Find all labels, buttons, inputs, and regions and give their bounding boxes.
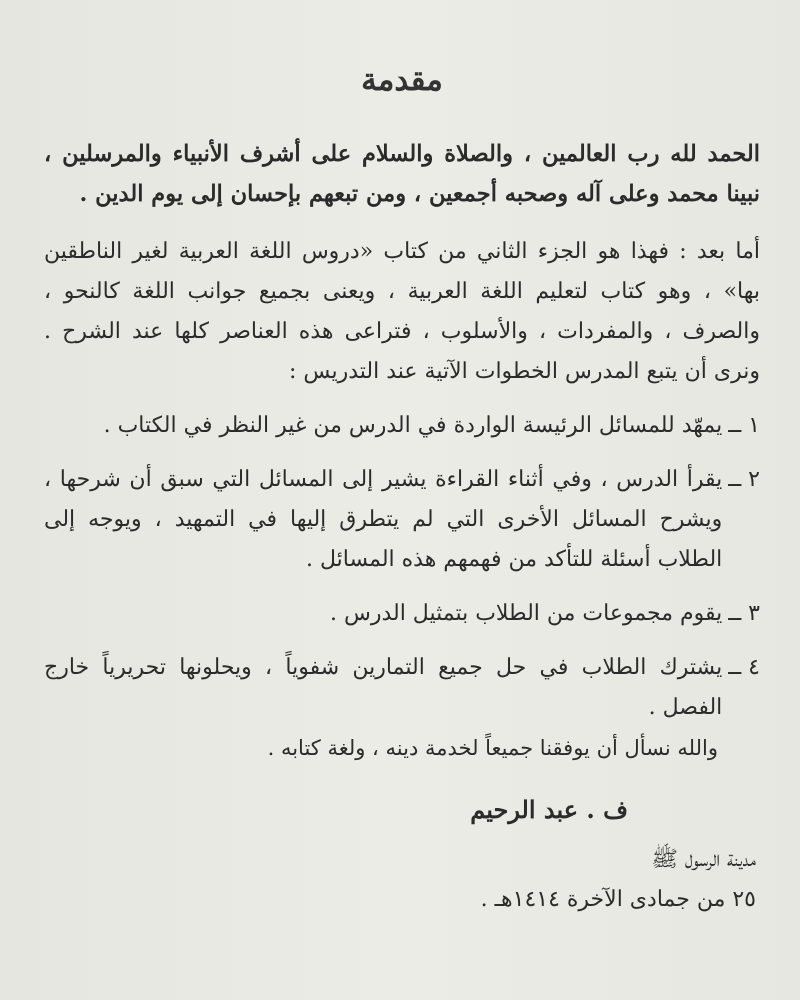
closing-prayer: والله نسأل أن يوفقنا جميعاً لخدمة دينه ، ولغة كتابه . xyxy=(267,736,718,760)
list-item xyxy=(44,594,760,634)
spacer xyxy=(44,580,760,594)
list-item xyxy=(44,648,760,728)
spacer xyxy=(44,392,760,406)
place-line: مدينة الرسول ﷺ xyxy=(651,847,756,872)
item-text: يقرأ الدرس ، وفي أثناء القراءة يشير إلى المسائل التي سبق أن شرحها ، ويشرح المسائل الأخرى التي لم يتطرق إليها في التمهيد ، ويوجه إلى الطلاب أسئلة للتأكد من فهمهم هذه المسائل . xyxy=(44,467,723,572)
author-signature: ف . عبد الرحيم xyxy=(470,795,628,824)
praise-paragraph: الحمد لله رب العالمين ، والصلاة والسلام على أشرف الأنبياء والمرسلين ، نبينا محمد وعلى آله وصحبه أجمعين ، ومن تبعهم بإحسان إلى يوم الدين . xyxy=(44,141,760,207)
item-text: يشترك الطلاب في حل جميع التمارين شفوياً ، ويحلونها تحريرياً خارج الفصل . xyxy=(44,655,723,720)
intro-paragraph: أما بعد : فهذا هو الجزء الثاني من كتاب «دروس اللغة العربية لغير الناطقين بها» ، وهو كتاب لتعليم اللغة العربية ، ويعنى بجميع جوانب اللغة كالنحو ، والصرف ، والمفردات ، والأسلوب ، فتراعى هذه العناصر كلها عند الشرح . ونرى أن يتبع المدرس الخطوات الآتية عند التدريس : xyxy=(44,239,760,384)
item-text: يقوم مجموعات من الطلاب بتمثيل الدرس . xyxy=(329,601,723,626)
spacer xyxy=(44,446,760,460)
list-item xyxy=(44,406,760,446)
spacer xyxy=(44,214,760,232)
item-number: ٢ ــ xyxy=(728,467,760,492)
item-number: ٤ ــ xyxy=(728,655,760,680)
list-item xyxy=(44,460,760,580)
date-line: ٢٥ من جمادى الآخرة ١٤١٤هـ . xyxy=(480,887,756,912)
spacer xyxy=(44,634,760,648)
item-text: يمهّد للمسائل الرئيسة الواردة في الدرس من غير النظر في الكتاب . xyxy=(103,413,723,438)
item-number: ١ ــ xyxy=(728,413,760,438)
page-title: مقدمة xyxy=(361,62,443,98)
item-number: ٣ ــ xyxy=(728,601,760,626)
